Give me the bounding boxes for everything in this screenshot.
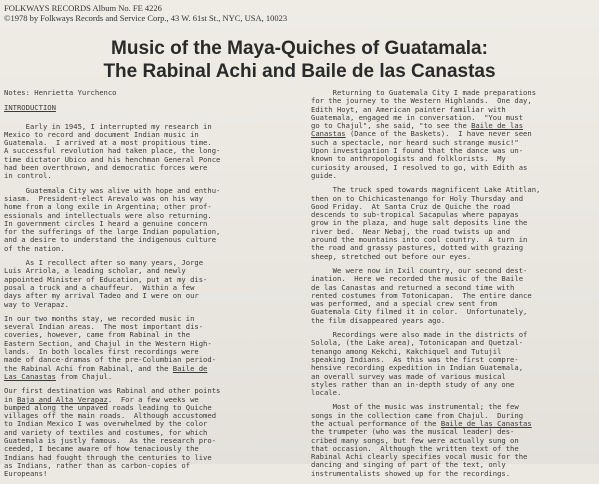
paragraph-text: (Dance of the Baskets). I have never seen such a spectacle, nor heard such strange music!" Upon investigation I found that the dance was un- known to anthropologists and folklorists. My curiosity aroused, I resolved to go, with Edith as guide. <box>311 129 532 180</box>
section-heading: INTRODUCTION <box>4 103 56 113</box>
paragraph: As I recollect after so many years, Jorge Luis Arriola, a leading scholar, and newly appointed Minister of Education, put at my dis- posal a truck and a chauffeur. Within a few days after my arrival Tadeo and I were on our way to Verapaz. <box>4 258 208 309</box>
paragraph-text: Our first destination was Rabinal and other points in <box>4 386 221 404</box>
left-column <box>4 89 278 484</box>
notes-author: Notes: Henrietta Yurchenco <box>4 88 117 97</box>
paragraph: Guatemala City was alive with hope and enthu- siasm. President-elect Arevalo was on his way home from a long exile in Argentina; other prof- essionals and intellectuals were also returning. In government circles I heard a genuine concern for the sufferings of the large Indian population, and a desire to understand the indigenous culture of the nation. <box>4 185 221 253</box>
paragraph-text: In our two months stay, we recorded music in several Indian areas. The most important dis- coveries, however, came from Rabinal in the Eastern Section, and Chajul in the Western High- lands. In both locales first recordings were made of dance-dramas of the pre-Columbian period- the Rabinal Achi from Rabinal, and the <box>4 313 217 373</box>
paragraph-text: Returning to Guatemala City I made preparations for the journey to the Western Highlands. One day, Edith Hoyt, an American painter familiar with Guatemala, engaged me in conversation. "You must go to Chajul", she said, "to see the <box>311 88 537 131</box>
underlined-title: Canastas <box>311 129 346 139</box>
paragraph <box>311 89 585 180</box>
paragraph-text: the trumpeter (who was the musical leader) des- cribed many songs, but few were actually sung on that occasion. Although the written text of the Rabinal Achi clearly specifies vocal music for the dancing and singing of part of the text, only instrumentalists showed up for the recordings. <box>311 427 528 478</box>
title-line-2: The Rabinal Achi and Baile de las Canastas <box>103 61 496 82</box>
paragraph <box>4 315 278 381</box>
album-number: FOLKWAYS RECORDS Album No. FE 4226 <box>4 3 162 13</box>
underlined-title: Baile de <box>172 363 208 373</box>
paragraph: We were now in Ixil country, our second dest- ination. Here we recorded the music of the Baile de las Canastas and returned a second time with rented costumes from Totonicapan. The entire dance was performed, and a special crew sent from Guatemala City filmed it in color. Unfortunately, the film disappeared years ago. <box>311 265 532 325</box>
paragraph: Early in 1945, I interrupted my research in Mexico to record and document Indian music in Guatemala. I arrived at a most propitious time. A successful revolution had taken place, the long- time dictator Ubico and his henchman General Ponce had been overthrown, and democratic forces were in control. <box>4 121 221 181</box>
paragraph: Recordings were also made in the districts of Solola, (the Lake area), Totonicapan and Quetzal- tenango among Kekchi, Kakchiquel and Tutujil speaking Indians. As this was the first compre- hensive recording expedition in Indian Guatemala, an overall survey was made of various musical styles rather than an in-depth study of any one locale. <box>311 330 528 398</box>
underlined-title: Baile de las Canastas <box>440 418 532 428</box>
underlined-title: Baja and Alta Verapaz <box>16 394 108 404</box>
paragraph <box>4 387 278 478</box>
underlined-title: Baile de las <box>471 121 524 131</box>
underlined-title: Las Canastas <box>4 371 56 381</box>
title-line-1: Music of the Maya-Quiches of Guatamala: <box>111 38 488 59</box>
paragraph-text: Most of the music was instrumental; the few songs in the collection came from Chajul. During the actual performance of the <box>311 402 524 428</box>
paragraph: The truck sped towards magnificent Lake Atitlan, then on to Chichicastenango for Holy Thursday and Good Friday. At Santa Cruz de Quiche the road descends to sub-tropical Sacapulas where papayas grow in the plaza, and huge salt deposits line the river bed. Near Nebaj, the road twists up and around the mountains into cool country. A turn in the road and grassy pastures, dotted with grazing sheep, stretched out before our eyes. <box>311 185 541 261</box>
copyright-line: ©1978 by Folkways Records and Service Corp., 43 W. 61st St., NYC, USA, 10023 <box>4 13 288 23</box>
paragraph-text: . For a few weeks we bumped along the unpaved roads leading to Quiche villages off the main roads. Although accustomed to Indian Mexico I was overwhelmed by the color and variety of textiles and costumes, for which Guatemala is justly famous. As the research pro- ceeded, I became aware of how tenaciously the Indians had fought through the centuries to live as Indians, rather than as carbon-copies of Europeans! <box>4 394 217 479</box>
right-column <box>311 89 585 484</box>
paragraph <box>311 403 585 478</box>
paragraph-text: from Chajul. <box>55 371 113 381</box>
